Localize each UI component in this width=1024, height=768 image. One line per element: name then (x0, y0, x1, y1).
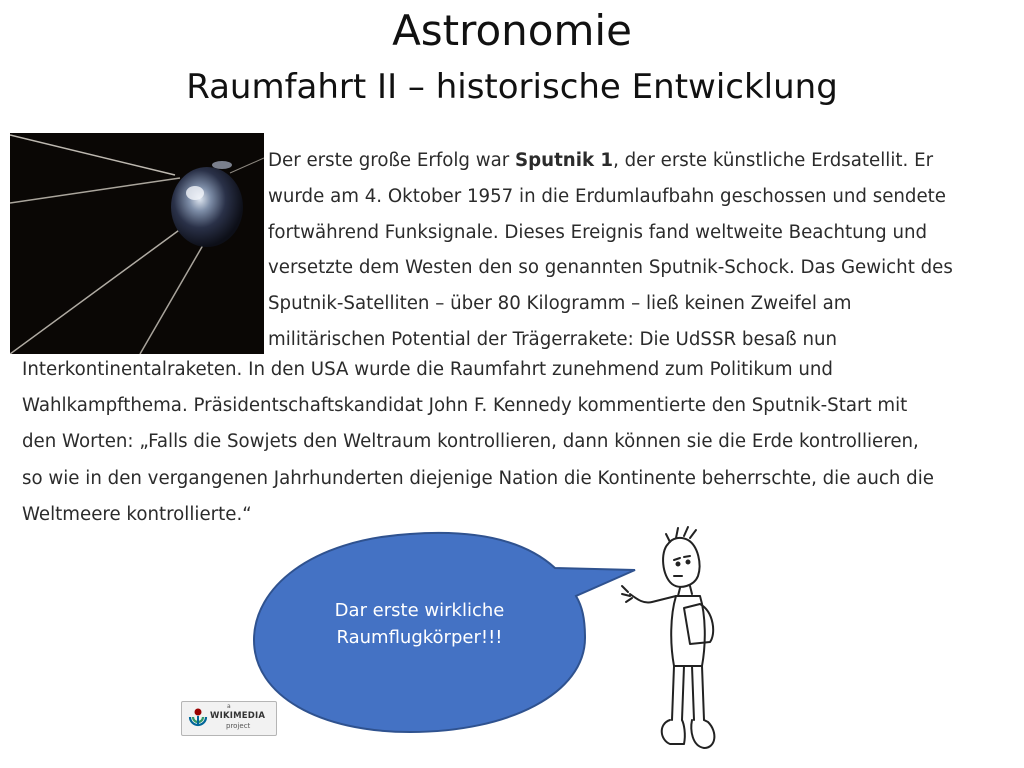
paragraph-line: versetzte dem Westen den so genannten Sputnik-Schock. Das Gewicht des (268, 257, 953, 279)
wikimedia-icon (186, 706, 210, 730)
logo-name: WIKIMEDIA (210, 711, 266, 721)
slide-subtitle: Raumfahrt II – historische Entwicklung (186, 67, 838, 107)
paragraph-line: wurde am 4. Oktober 1957 in die Erdumlaufbahn geschossen und sendete (268, 185, 946, 207)
sputnik-bold: Sputnik 1 (515, 150, 614, 171)
text-run: , der erste künstliche Erdsatellit. Er (613, 150, 934, 171)
paragraph-line: so wie in den vergangenen Jahrhunderten diejenige Nation die Kontinente beherrschte, die auch die (22, 467, 934, 489)
speech-bubble-text (282, 597, 557, 651)
paragraph-line: Weltmeere kontrollierte.“ (22, 503, 252, 525)
logo-article: a (227, 703, 231, 710)
paragraph-line: militärischen Potential der Trägerrakete: Die UdSSR besaß nun (268, 328, 838, 350)
slide-title: Astronomie (392, 6, 632, 55)
paragraph-full-width (22, 352, 1012, 533)
paragraph-line: Interkontinentalraketen. In den USA wurde die Raumfahrt zunehmend zum Politikum und (22, 359, 833, 380)
bubble-line: Dar erste wirkliche (334, 600, 505, 621)
cartoon-figure-icon (618, 524, 738, 760)
paragraph-line: Sputnik-Satelliten – über 80 Kilogramm – ließ keinen Zweifel am (268, 293, 852, 315)
bubble-line: Raumflugkörper!!! (336, 627, 503, 648)
sputnik-icon (10, 133, 264, 354)
sputnik-photo (10, 133, 264, 354)
paragraph-line: fortwährend Funksignale. Dieses Ereignis fand weltweite Beachtung und (268, 221, 928, 243)
paragraph-line: den Worten: „Falls die Sowjets den Weltraum kontrollieren, dann können sie die Erde kontrollieren, (22, 431, 919, 453)
paragraph-line: Wahlkampfthema. Präsidentschaftskandidat John F. Kennedy kommentierte den Sputnik-Start mit (22, 395, 908, 417)
logo-sub: project (226, 722, 251, 730)
paragraph-line (268, 143, 1008, 179)
wikimedia-logo (181, 701, 277, 736)
paragraph-wrapped (268, 143, 1008, 358)
text-run: Der erste große Erfolg war (268, 150, 516, 171)
